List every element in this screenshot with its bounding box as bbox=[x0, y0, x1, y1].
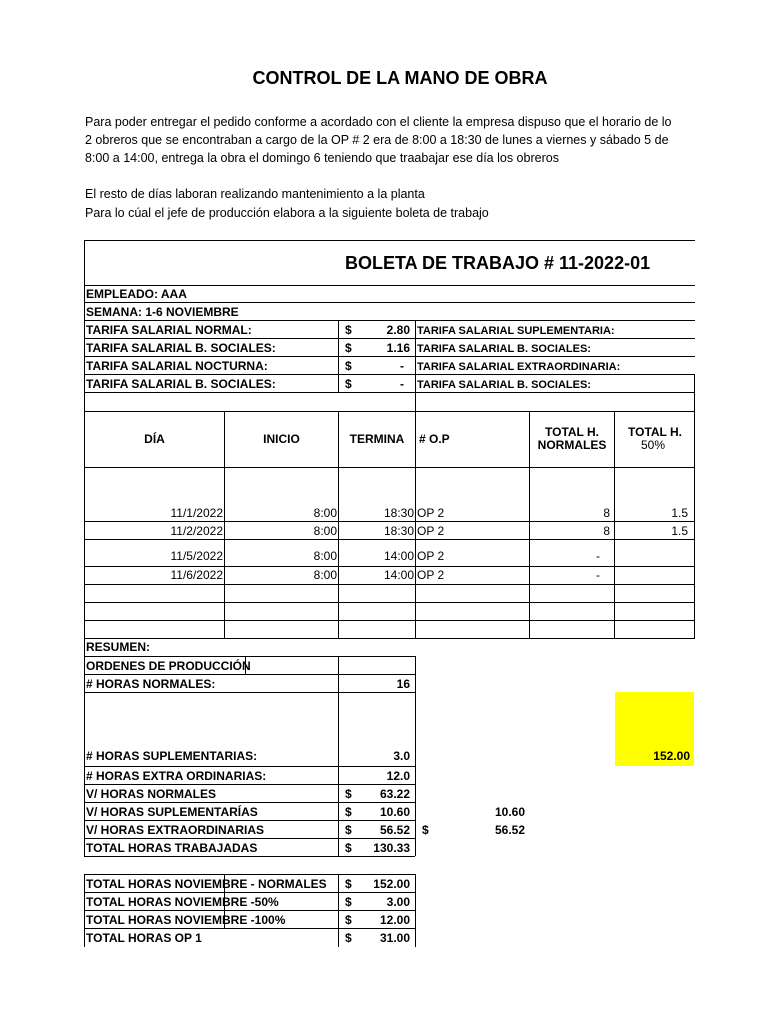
semana-label: SEMANA: 1-6 NOVIEMBRE bbox=[86, 305, 239, 319]
tarifa-bsociales-value: 1.16 bbox=[386, 341, 410, 355]
tarifa-bsociales-right-label: TARIFA SALARIAL B. SOCIALES: bbox=[417, 343, 591, 355]
row-dia: 11/1/2022 bbox=[170, 506, 223, 520]
tarifa-bsociales2-label: TARIFA SALARIAL B. SOCIALES: bbox=[86, 377, 276, 391]
tarifa-nocturna-value: - bbox=[400, 359, 404, 373]
col-header-dia: DÍA bbox=[144, 432, 165, 446]
total-nov-50-value: 3.00 bbox=[386, 895, 410, 909]
row-op: OP 2 bbox=[417, 568, 445, 582]
row-inicio: 8:00 bbox=[313, 568, 337, 582]
tarifa-suplementaria-label: TARIFA SALARIAL SUPLEMENTARIA: bbox=[417, 325, 615, 337]
total-op1-value: 31.00 bbox=[379, 931, 410, 945]
total-op1-currency: $ bbox=[345, 931, 352, 945]
row-dia: 11/2/2022 bbox=[170, 524, 223, 538]
row-termina: 18:30 bbox=[383, 506, 414, 520]
row-normales: - bbox=[596, 568, 600, 582]
row-normales: 8 bbox=[603, 506, 610, 520]
row-termina: 14:00 bbox=[383, 549, 414, 563]
total-currency: $ bbox=[345, 841, 352, 855]
col-header-op: # O.P bbox=[419, 432, 450, 446]
col-header-inicio: INICIO bbox=[263, 432, 300, 446]
row-op: OP 2 bbox=[417, 549, 445, 563]
horas-normales-label: # HORAS NORMALES: bbox=[86, 677, 216, 691]
intro-line-3: 8:00 a 14:00, entrega la obra el domingo 6 teniendo que traabajar ese día los obreros bbox=[85, 151, 559, 165]
total-nov-50-label: TOTAL HORAS NOVIEMBRE -50% bbox=[86, 895, 279, 909]
v-sup-label: V/ HORAS SUPLEMENTARÍAS bbox=[86, 805, 258, 819]
row-op: OP 2 bbox=[417, 524, 445, 538]
total-label: TOTAL HORAS TRABAJADAS bbox=[86, 841, 258, 855]
row-termina: 14:00 bbox=[383, 568, 414, 582]
total-nov-normales-currency: $ bbox=[345, 877, 352, 891]
row-dia: 11/5/2022 bbox=[170, 549, 223, 563]
v-sup-currency: $ bbox=[345, 805, 352, 819]
row-inicio: 8:00 bbox=[313, 524, 337, 538]
col-header-normales-2: NORMALES bbox=[537, 438, 607, 452]
v-extra-label: V/ HORAS EXTRAORDINARIAS bbox=[86, 823, 265, 837]
row-normales: - bbox=[596, 549, 600, 563]
tarifa-normal-value: 2.80 bbox=[386, 323, 410, 337]
row-normales: 8 bbox=[603, 524, 610, 538]
v-sup-value: 10.60 bbox=[379, 805, 410, 819]
tarifa-bsociales-label: TARIFA SALARIAL B. SOCIALES: bbox=[86, 341, 276, 355]
total-op1-label: TOTAL HORAS OP 1 bbox=[86, 931, 202, 945]
tarifa-normal-currency: $ bbox=[345, 323, 352, 337]
v-extra-currency: $ bbox=[345, 823, 352, 837]
page-title: CONTROL DE LA MANO DE OBRA bbox=[252, 68, 548, 88]
row-50: 1.5 bbox=[671, 524, 688, 538]
total-value: 130.33 bbox=[373, 841, 410, 855]
total-nov-50-currency: $ bbox=[345, 895, 352, 909]
empleado-label: EMPLEADO: AAA bbox=[86, 287, 187, 301]
row-inicio: 8:00 bbox=[313, 549, 337, 563]
tarifa-extraordinaria-label: TARIFA SALARIAL EXTRAORDINARIA: bbox=[417, 361, 621, 373]
col-header-50-1: TOTAL H. bbox=[628, 425, 682, 439]
highlight-value: 152.00 bbox=[653, 749, 690, 763]
row-inicio: 8:00 bbox=[313, 506, 337, 520]
col-header-normales-1: TOTAL H. bbox=[545, 425, 599, 439]
tarifa-nocturna-label: TARIFA SALARIAL NOCTURNA: bbox=[86, 359, 268, 373]
v-extra-extra-currency: $ bbox=[422, 823, 429, 837]
v-normales-currency: $ bbox=[345, 787, 352, 801]
total-nov-100-label: TOTAL HORAS NOVIEMBRE -100% bbox=[86, 913, 286, 927]
tarifa-nocturna-currency: $ bbox=[345, 359, 352, 373]
note-line-2: Para lo cúal el jefe de producción elabora a la siguiente boleta de trabajo bbox=[85, 206, 489, 220]
intro-line-2: 2 obreros que se encontraban a cargo de la OP # 2 era de 8:00 a 18:30 de lunes a viernes y sábado 5 de bbox=[85, 133, 669, 147]
v-extra-extra-value: 56.52 bbox=[494, 823, 525, 837]
intro-line-1: Para poder entregar el pedido conforme a acordado con el cliente la empresa dispuso que el horario de lo bbox=[85, 115, 672, 129]
row-op: OP 2 bbox=[417, 506, 445, 520]
horas-sup-label: # HORAS SUPLEMENTARIAS: bbox=[86, 749, 258, 763]
v-normales-label: V/ HORAS NORMALES bbox=[86, 787, 217, 801]
row-dia: 11/6/2022 bbox=[170, 568, 223, 582]
tarifa-bsociales2-currency: $ bbox=[345, 377, 352, 391]
tarifa-normal-label: TARIFA SALARIAL NORMAL: bbox=[86, 323, 252, 337]
total-nov-normales-label: TOTAL HORAS NOVIEMBRE - NORMALES bbox=[86, 877, 327, 891]
ordenes-label: ORDENES DE PRODUCCIÓN bbox=[86, 659, 251, 673]
col-header-termina: TERMINA bbox=[349, 432, 405, 446]
total-nov-100-value: 12.00 bbox=[379, 913, 410, 927]
v-normales-value: 63.22 bbox=[379, 787, 410, 801]
total-nov-normales-value: 152.00 bbox=[373, 877, 410, 891]
horas-extra-label: # HORAS EXTRA ORDINARIAS: bbox=[86, 769, 267, 783]
total-nov-100-currency: $ bbox=[345, 913, 352, 927]
col-header-50-2: 50% bbox=[641, 438, 666, 452]
horas-normales-value: 16 bbox=[396, 677, 410, 691]
v-sup-extra-value: 10.60 bbox=[494, 805, 525, 819]
horas-sup-value: 3.0 bbox=[393, 749, 410, 763]
horas-extra-value: 12.0 bbox=[386, 769, 410, 783]
note-line-1: El resto de días laboran realizando mantenimiento a la planta bbox=[85, 187, 425, 201]
tarifa-bsociales2-right-label: TARIFA SALARIAL B. SOCIALES: bbox=[417, 379, 591, 391]
tarifa-bsociales2-value: - bbox=[400, 377, 404, 391]
v-extra-value: 56.52 bbox=[379, 823, 410, 837]
tarifa-bsociales-currency: $ bbox=[345, 341, 352, 355]
row-50: 1.5 bbox=[671, 506, 688, 520]
resumen-label: RESUMEN: bbox=[86, 640, 151, 654]
row-termina: 18:30 bbox=[383, 524, 414, 538]
boleta-title: BOLETA DE TRABAJO # 11-2022-01 bbox=[345, 253, 651, 273]
